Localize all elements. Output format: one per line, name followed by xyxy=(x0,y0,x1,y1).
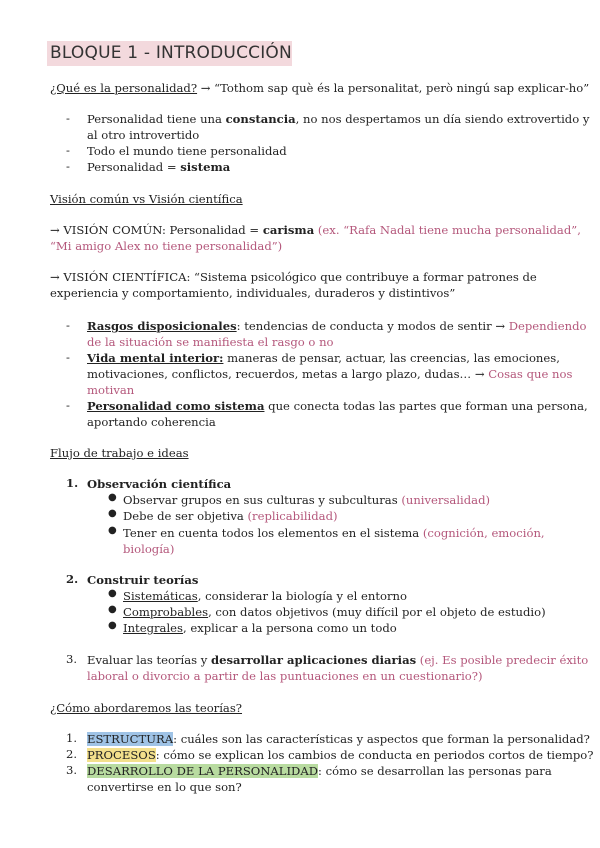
list-item-cont: laboral o divorcio a partir de las puntuaciones en un cuestionario?) xyxy=(87,669,483,683)
list-item: Debe de ser objetiva (replicabilidad) xyxy=(123,509,338,523)
list-item: DESARROLLO DE LA PERSONALIDAD: cómo se desarrollan las personas para xyxy=(87,764,552,778)
bullet-dot: ● xyxy=(108,620,117,631)
list-item: Sistemáticas, considerar la biología y el entorno xyxy=(123,589,407,603)
paragraph: → VISIÓN COMÚN: Personalidad = carisma (ex. “Rafa Nadal tiene mucha personalidad”, xyxy=(50,223,581,237)
list-item-cont: al otro introvertido xyxy=(87,128,200,142)
bullet-dot: ● xyxy=(108,588,117,599)
list-item: Observar grupos en sus culturas y subculturas (universalidad) xyxy=(123,493,491,507)
section-heading: ¿Cómo abordaremos las teorías? xyxy=(50,701,243,715)
number: 3. xyxy=(66,763,78,777)
number: 1. xyxy=(66,731,78,745)
number: 1. xyxy=(66,476,79,490)
list-item-cont: convertirse en lo que son? xyxy=(87,780,242,794)
number: 2. xyxy=(66,572,79,586)
dash-bullet: - xyxy=(66,159,70,173)
list-item-cont: de la situación se manifiesta el rasgo o no xyxy=(87,335,334,349)
question-heading: ¿Qué es la personalidad? xyxy=(50,81,198,95)
paragraph: → VISIÓN CIENTÍFICA: “Sistema psicológico que contribuye a formar patrones de xyxy=(50,270,537,284)
section-heading: Visión común vs Visión científica xyxy=(50,192,243,206)
list-item-cont: motivaciones, conflictos, recuerdos, metas a largo plazo, dudas… → Cosas que nos xyxy=(87,367,573,381)
dash-bullet: - xyxy=(66,143,70,157)
list-item: Comprobables, con datos objetivos (muy difícil por el objeto de estudio) xyxy=(123,605,546,619)
list-item-cont: aportando coherencia xyxy=(87,415,216,429)
list-item: Personalidad como sistema que conecta todas las partes que forman una persona, xyxy=(87,399,588,413)
list-item: Vida mental interior: maneras de pensar, actuar, las creencias, las emociones, xyxy=(87,351,560,365)
section-heading: Flujo de trabajo e ideas xyxy=(50,446,189,460)
list-item: PROCESOS: cómo se explican los cambios de conducta en periodos cortos de tiempo? xyxy=(87,748,594,762)
list-item: Personalidad = sistema xyxy=(87,160,231,174)
dash-bullet: - xyxy=(66,318,70,332)
number: 3. xyxy=(66,652,78,666)
list-item: Todo el mundo tiene personalidad xyxy=(87,144,287,158)
bullet-dot: ● xyxy=(108,492,117,503)
list-item: ESTRUCTURA: cuáles son las características y aspectos que forman la personalidad? xyxy=(87,732,590,746)
list-item: Integrales, explicar a la persona como un todo xyxy=(123,621,397,635)
subsection-title: Observación científica xyxy=(87,477,232,491)
paragraph-cont: experiencia y comportamiento, individuales, duraderos y distintivos” xyxy=(50,286,456,300)
dash-bullet: - xyxy=(66,350,70,364)
dash-bullet: - xyxy=(66,111,70,125)
dash-bullet: - xyxy=(66,398,70,412)
number: 2. xyxy=(66,747,78,761)
list-item: Tener en cuenta todos los elementos en el sistema (cognición, emoción, xyxy=(123,526,545,540)
subsection-title: Construir teorías xyxy=(87,573,199,587)
bullet-dot: ● xyxy=(108,604,117,615)
bullet-dot: ● xyxy=(108,525,117,536)
list-item: Evaluar las teorías y desarrollar aplicaciones diarias (ej. Es posible predecir éxito xyxy=(87,653,589,667)
quote: “Tothom sap què és la personalitat, però ningú sap explicar-ho” xyxy=(214,81,590,95)
list-item-cont: motivan xyxy=(87,383,135,397)
paragraph-cont: “Mi amigo Alex no tiene personalidad”) xyxy=(50,239,283,253)
list-item-cont: biología) xyxy=(123,542,175,556)
bullet-dot: ● xyxy=(108,508,117,519)
page-title: BLOQUE 1 - INTRODUCCIÓN xyxy=(47,41,292,66)
list-item: Rasgos disposicionales: tendencias de conducta y modos de sentir → Dependiendo xyxy=(87,319,587,333)
arrow: → xyxy=(200,81,211,95)
list-item: Personalidad tiene una constancia, no nos despertamos un día siendo extrovertido y xyxy=(87,112,590,126)
question-line xyxy=(50,80,590,96)
